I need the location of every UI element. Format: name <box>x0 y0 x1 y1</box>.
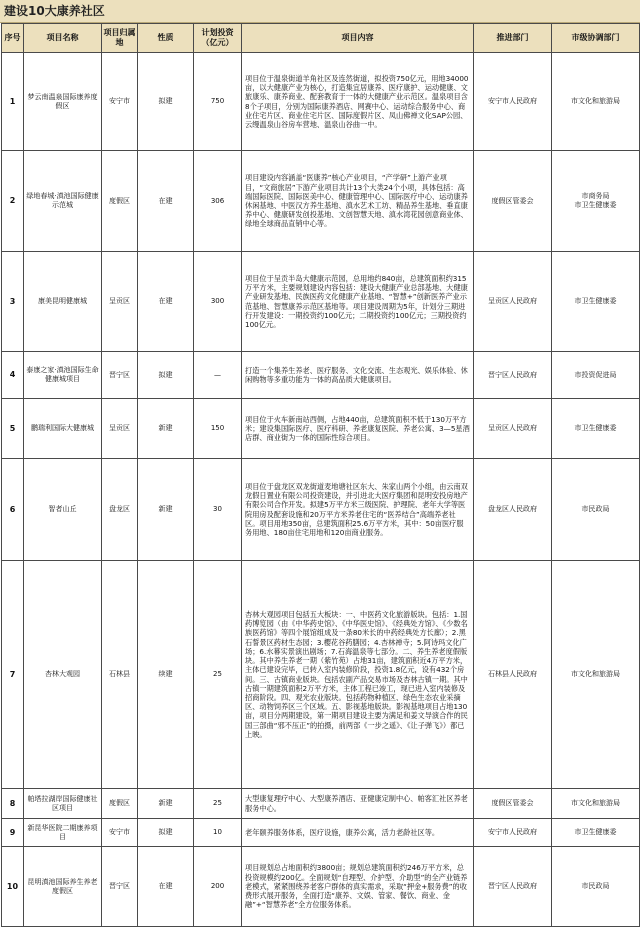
project-location: 呈贡区 <box>102 399 138 459</box>
promoting-dept: 呈贡区人民政府 <box>474 399 552 459</box>
project-location: 石林县 <box>102 561 138 789</box>
project-name: 康美昆明健康城 <box>24 252 102 352</box>
coordinating-dept: 市卫生健康委 <box>552 819 640 847</box>
project-investment: 10 <box>194 819 242 847</box>
row-no: 9 <box>2 819 24 847</box>
header-location: 项目归属地 <box>102 24 138 53</box>
project-investment: 150 <box>194 399 242 459</box>
coordinating-dept: 市商务局 市卫生健康委 <box>552 151 640 252</box>
project-nature: 在建 <box>138 252 194 352</box>
row-no: 7 <box>2 561 24 789</box>
project-nature: 新建 <box>138 399 194 459</box>
table-row <box>2 847 640 927</box>
header-nature: 性质 <box>138 24 194 53</box>
row-no: 8 <box>2 789 24 819</box>
coordinating-dept: 市文化和旅游局 <box>552 53 640 151</box>
coordinating-dept: 市卫生健康委 <box>552 399 640 459</box>
project-name: 绿地春城·滇池国际健康示范城 <box>24 151 102 252</box>
row-no: 4 <box>2 352 24 399</box>
promoting-dept: 盘龙区人民政府 <box>474 459 552 561</box>
project-location: 安宁市 <box>102 53 138 151</box>
promoting-dept: 安宁市人民政府 <box>474 819 552 847</box>
coordinating-dept: 市卫生健康委 <box>552 252 640 352</box>
project-content: 项目位于温泉街道羊角社区及连然街道，拟投资750亿元，用地34000亩，以大健康产业为核心，打造集宜居康养、医疗康护、运动健康、文旅康乐、康养商业、配套教育于一体的大健康产业示范区。温泉项目含8个子项目，分别为国际康养酒店、网赛中心、运动综合服务中心、商业住宅片区、商业住宅片区、国际度假片区、凤山佛禅文化SAP公园、云缦温泉山谷房车营地、温泉山谷曲一中。 <box>242 53 474 151</box>
project-table <box>1 23 640 927</box>
promoting-dept: 晋宁区人民政府 <box>474 352 552 399</box>
page-title: 建设10大康养社区 <box>0 0 640 23</box>
row-no: 1 <box>2 53 24 151</box>
project-nature: 拟建 <box>138 819 194 847</box>
project-location: 度假区 <box>102 151 138 252</box>
project-content: 打造一个集养生养老、医疗服务、文化交流、生态观光、娱乐体验、休闲购物等多重功能为一体的高品质大健康项目。 <box>242 352 474 399</box>
row-no: 6 <box>2 459 24 561</box>
table-row <box>2 819 640 847</box>
table-row <box>2 399 640 459</box>
row-no: 10 <box>2 847 24 927</box>
project-investment: 750 <box>194 53 242 151</box>
project-nature: 新建 <box>138 459 194 561</box>
project-name: 鹏瑞利国际大健康城 <box>24 399 102 459</box>
project-nature: 新建 <box>138 789 194 819</box>
project-content: 大型康复理疗中心、大型康养酒店、亚健康定制中心、帕客汇社区养老服务中心。 <box>242 789 474 819</box>
project-content: 老年颐养服务体系，医疗设施，康养公寓，活力老龄社区等。 <box>242 819 474 847</box>
table-row <box>2 789 640 819</box>
promoting-dept: 度假区管委会 <box>474 151 552 252</box>
project-name: 杏林大观园 <box>24 561 102 789</box>
project-investment: 306 <box>194 151 242 252</box>
project-investment: — <box>194 352 242 399</box>
project-content: 项目建设内容涵盖“医康养”核心产业项目，“产学研”上游产业项目，“文商旅居”下游产业项目共计13个大类24个小项，具体包括：高端国际医院、国际医美中心、健康管理中心、国际医疗中心、运动康养休闲基地、中医汉方养生基地、滇水艺术工坊、精品养生基地、垂直康养中心、健康研发创投基地、文创智慧天地、滇水湾花园创意商业体、绿地全球商品直销中心等。 <box>242 151 474 252</box>
header-content: 项目内容 <box>242 24 474 53</box>
project-name: 梦云南温泉国际康养度假区 <box>24 53 102 151</box>
project-location: 盘龙区 <box>102 459 138 561</box>
table-row <box>2 459 640 561</box>
header-name: 项目名称 <box>24 24 102 53</box>
header-no: 序号 <box>2 24 24 53</box>
project-investment: 30 <box>194 459 242 561</box>
coordinating-dept: 市文化和旅游局 <box>552 561 640 789</box>
project-content: 项目位于火车新南站西侧，占地440亩，总建筑面积不低于130万平方米；建设集国际医疗、医疗科研、养老康复医院、养老公寓、3—5星酒店群、商业街为一体的国际性综合项目。 <box>242 399 474 459</box>
project-nature: 拟建 <box>138 53 194 151</box>
project-content: 项目位于盘龙区双龙街道麦地塘社区东大、朱家山两个小组，由云南双龙假日置业有限公司投资建设，并引进北大医疗集团和昆明安投房地产有限公司合作开发。拟建5万平方米三级医院、护理院、老年大学等医院用房及配套设施和20万平方米养老住宅的“医养结合”高端养老社区。项目用地350亩，总建筑面积25.6万平方米，其中：50亩医疗服务用地、180亩住宅用地和120亩商业服务。 <box>242 459 474 561</box>
project-investment: 200 <box>194 847 242 927</box>
project-content: 杏林大观园项目包括五大板块：一、中医药文化旅游版块。包括：1.国药博览园（由《中华药史馆》、《中华医史馆》、《经典处方馆》、《少数名族医药馆》等四个展馆组成及一条80米长的中药经典处方长廊）；2.黑石誓景区药材生态园；3.樱花谷药膳园；4.杏林禅寺；5.阿诗玛文化广场；6.水幕实景演出剧场；7.石海温泉等七部分。二、养生养老度假版块。其中养生养老一期（紫竹苑）占地31亩，建筑面积近4万平方米，主体已建设完毕，已转入室内装修阶段，投资1.8亿元，设有432个房间。三、古镇商业版块。包括农副产品交易市场及杏林古镇一期。其中古镇一期建筑面积2万平方米，主体工程已竣工，现已进入室内装修及招商阶段。四、观光农业版块。包括药物种植区、绿色生态农业采摘区、动物饲养区三个区域。五、影视基地版块。影视基地项目占地130亩，项目分两期建设，第一期项目建设主要为满足和姜文导演合作的民国三部曲“邪不压正”的拍摄，前两部《一步之遥》、《让子弹飞》）都已上映。 <box>242 561 474 789</box>
project-location: 度假区 <box>102 789 138 819</box>
project-name: 智者山丘 <box>24 459 102 561</box>
project-location: 晋宁区 <box>102 847 138 927</box>
table-row <box>2 53 640 151</box>
project-location: 晋宁区 <box>102 352 138 399</box>
header-row <box>2 24 640 53</box>
promoting-dept: 石林县人民政府 <box>474 561 552 789</box>
coordinating-dept: 市民政局 <box>552 459 640 561</box>
project-location: 安宁市 <box>102 819 138 847</box>
coordinating-dept: 市民政局 <box>552 847 640 927</box>
row-no: 3 <box>2 252 24 352</box>
coordinating-dept: 市文化和旅游局 <box>552 789 640 819</box>
project-name: 新昆华医院二期康养项目 <box>24 819 102 847</box>
table-row <box>2 561 640 789</box>
project-nature: 在建 <box>138 151 194 252</box>
table-row <box>2 151 640 252</box>
project-content: 项目位于呈贡半岛大健康示范园，总用地约840亩，总建筑面积约315万平方米，主要规划建设内容包括：建设大健康产业总部基地、大健康产业研发基地、民族医药文化健康产业基地、“智慧+”创新医养产业示范基地、智慧康养示范区基地等。项目建设周期为5年，计划分三期进行开发建设：一期投资约100亿元；二期投资约100亿元；三期投资约100亿元。 <box>242 252 474 352</box>
project-investment: 25 <box>194 561 242 789</box>
header-coord: 市级协调部门 <box>552 24 640 53</box>
project-content: 项目规划总占地面积约3800亩；规划总建筑面积约246万平方米，总投资规模约200亿。全面规划“自理型、介护型、介助型”的全产业链养老模式，紧紧围绕养老客户群体的真实需求，采取“押金+服务费”的收费形式展开服务，全面打造“康养、文娱、管家、餐饮、商业、金融”+“智慧养老”全方位服务体系。 <box>242 847 474 927</box>
project-investment: 25 <box>194 789 242 819</box>
promoting-dept: 度假区管委会 <box>474 789 552 819</box>
project-location: 呈贡区 <box>102 252 138 352</box>
project-nature: 续建 <box>138 561 194 789</box>
table-row <box>2 252 640 352</box>
project-nature: 在建 <box>138 847 194 927</box>
promoting-dept: 安宁市人民政府 <box>474 53 552 151</box>
project-nature: 拟建 <box>138 352 194 399</box>
project-name: 泰康之家·滇池国际生命健康城项目 <box>24 352 102 399</box>
promoting-dept: 晋宁区人民政府 <box>474 847 552 927</box>
project-name: 昆明滇池国际养生养老度假区 <box>24 847 102 927</box>
project-investment: 300 <box>194 252 242 352</box>
project-name: 帕塔拉湖岸国际健康社区项目 <box>24 789 102 819</box>
row-no: 2 <box>2 151 24 252</box>
promoting-dept: 呈贡区人民政府 <box>474 252 552 352</box>
row-no: 5 <box>2 399 24 459</box>
header-investment: 计划投资（亿元） <box>194 24 242 53</box>
coordinating-dept: 市投资促进局 <box>552 352 640 399</box>
table-row <box>2 352 640 399</box>
header-dept: 推进部门 <box>474 24 552 53</box>
